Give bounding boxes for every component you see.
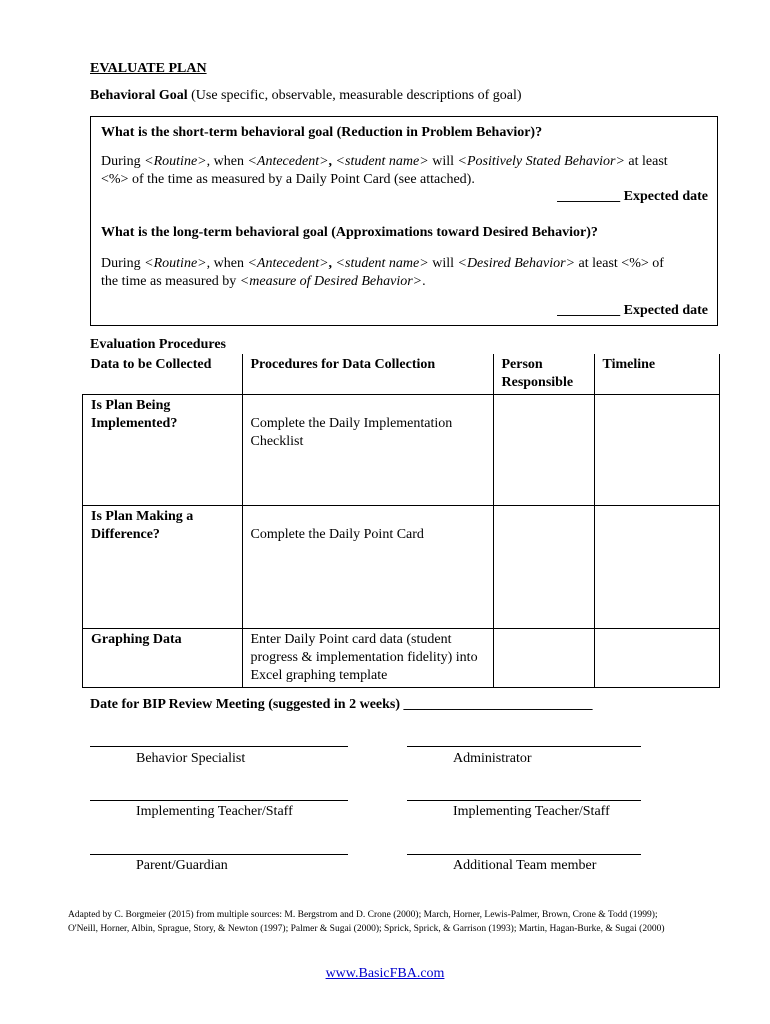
- signature-label: Behavior Specialist: [136, 751, 246, 766]
- row-data: Is Plan Making a Difference?: [83, 506, 243, 629]
- table-header-row: [83, 354, 720, 395]
- signature-label: Implementing Teacher/Staff: [453, 804, 610, 819]
- website-link[interactable]: www.BasicFBA.com: [325, 966, 445, 981]
- row-person-cell[interactable]: [493, 629, 594, 688]
- goal-text: , when: [206, 256, 248, 271]
- placeholder-percent: <%>: [101, 172, 129, 187]
- row-data: Is Plan Being Implemented?: [83, 395, 243, 506]
- row-timeline-cell[interactable]: [594, 395, 720, 506]
- signature-label: Additional Team member: [453, 858, 597, 873]
- placeholder-antecedent: <Antecedent>: [247, 154, 329, 169]
- signature-line[interactable]: [90, 854, 348, 855]
- row-procedure: Complete the Daily Implementation Checklist: [242, 395, 493, 506]
- row-procedure: Complete the Daily Point Card: [242, 506, 493, 629]
- signature-line[interactable]: [407, 854, 641, 855]
- goal-text: ,: [328, 154, 336, 169]
- short-term-question: What is the short-term behavioral goal (Reduction in Problem Behavior)?: [101, 125, 543, 140]
- placeholder-routine: <Routine>: [144, 256, 207, 271]
- goal-text: will: [428, 256, 458, 271]
- goal-hint: (Use specific, observable, measurable descriptions of goal): [191, 88, 522, 103]
- placeholder-behavior: <Positively Stated Behavior>: [457, 154, 625, 169]
- signature-line[interactable]: [407, 746, 641, 747]
- goal-text: ,: [328, 256, 336, 271]
- short-term-expected-date: _________ Expected date: [557, 189, 708, 204]
- goal-text: , when: [206, 154, 248, 169]
- evaluation-table: [82, 354, 720, 688]
- long-term-expected-date: _________ Expected date: [557, 303, 708, 318]
- review-date: Date for BIP Review Meeting (suggested in 2 weeks) ___________________________: [90, 697, 593, 712]
- credit-line: Adapted by C. Borgmeier (2015) from multiple sources: M. Bergstrom and D. Crone (2000); March, Horner, Lewis-Palmer, Brown, Crone & Todd (1999);: [68, 910, 658, 920]
- placeholder-antecedent: <Antecedent>: [247, 256, 329, 271]
- row-timeline-cell[interactable]: [594, 629, 720, 688]
- row-procedure: Enter Daily Point card data (student progress & implementation fidelity) into Excel graphing template: [242, 629, 493, 688]
- short-term-goal-text: [101, 153, 711, 189]
- table-row: [83, 629, 720, 688]
- evaluation-title: Evaluation Procedures: [90, 337, 226, 352]
- placeholder-student-name: <student name>: [335, 256, 429, 271]
- signature-line[interactable]: [90, 746, 348, 747]
- placeholder-student-name: <student name>: [335, 154, 429, 169]
- goal-box: [90, 116, 718, 326]
- row-data: Graphing Data: [83, 629, 243, 688]
- table-row: [83, 395, 720, 506]
- placeholder-routine: <Routine>: [144, 154, 207, 169]
- goal-text: the time as measured by: [101, 274, 240, 289]
- signature-label: Parent/Guardian: [136, 858, 228, 873]
- goal-instruction: [90, 88, 522, 104]
- goal-text: of: [648, 256, 664, 271]
- placeholder-desired-behavior: <Desired Behavior>: [457, 256, 576, 271]
- table-row: [83, 506, 720, 629]
- long-term-goal-text: [101, 255, 711, 291]
- credits: [68, 908, 718, 936]
- row-person-cell[interactable]: [493, 506, 594, 629]
- goal-text: at least: [575, 256, 622, 271]
- goal-text: at least: [624, 154, 668, 169]
- placeholder-percent: <%>: [621, 256, 649, 271]
- long-term-question: What is the long-term behavioral goal (Approximations toward Desired Behavior)?: [101, 225, 598, 240]
- signature-line[interactable]: [90, 800, 348, 801]
- header-procedures: Procedures for Data Collection: [242, 354, 493, 395]
- signature-label: Implementing Teacher/Staff: [136, 804, 293, 819]
- goal-text: will: [428, 154, 458, 169]
- header-person: Person Responsible: [493, 354, 594, 395]
- goal-text: of the time as measured by a Daily Point Card (see attached).: [128, 172, 475, 187]
- header-timeline: Timeline: [594, 354, 720, 395]
- signature-label: Administrator: [453, 751, 532, 766]
- row-person-cell[interactable]: [493, 395, 594, 506]
- goal-label: Behavioral Goal: [90, 88, 188, 103]
- row-timeline-cell[interactable]: [594, 506, 720, 629]
- header-data: Data to be Collected: [83, 354, 243, 395]
- goal-text: .: [422, 274, 426, 289]
- placeholder-measure: <measure of Desired Behavior>: [239, 274, 423, 289]
- credit-line: O'Neill, Horner, Albin, Sprague, Story, & Newton (1997); Palmer & Sugai (2000); Sprick, Sprick, & Garrison (1993); Martin, Hagan-Burke, & Sugai (2000): [68, 924, 665, 934]
- page-heading: EVALUATE PLAN: [90, 61, 207, 76]
- goal-text: During: [101, 154, 145, 169]
- signature-line[interactable]: [407, 800, 641, 801]
- goal-text: During: [101, 256, 145, 271]
